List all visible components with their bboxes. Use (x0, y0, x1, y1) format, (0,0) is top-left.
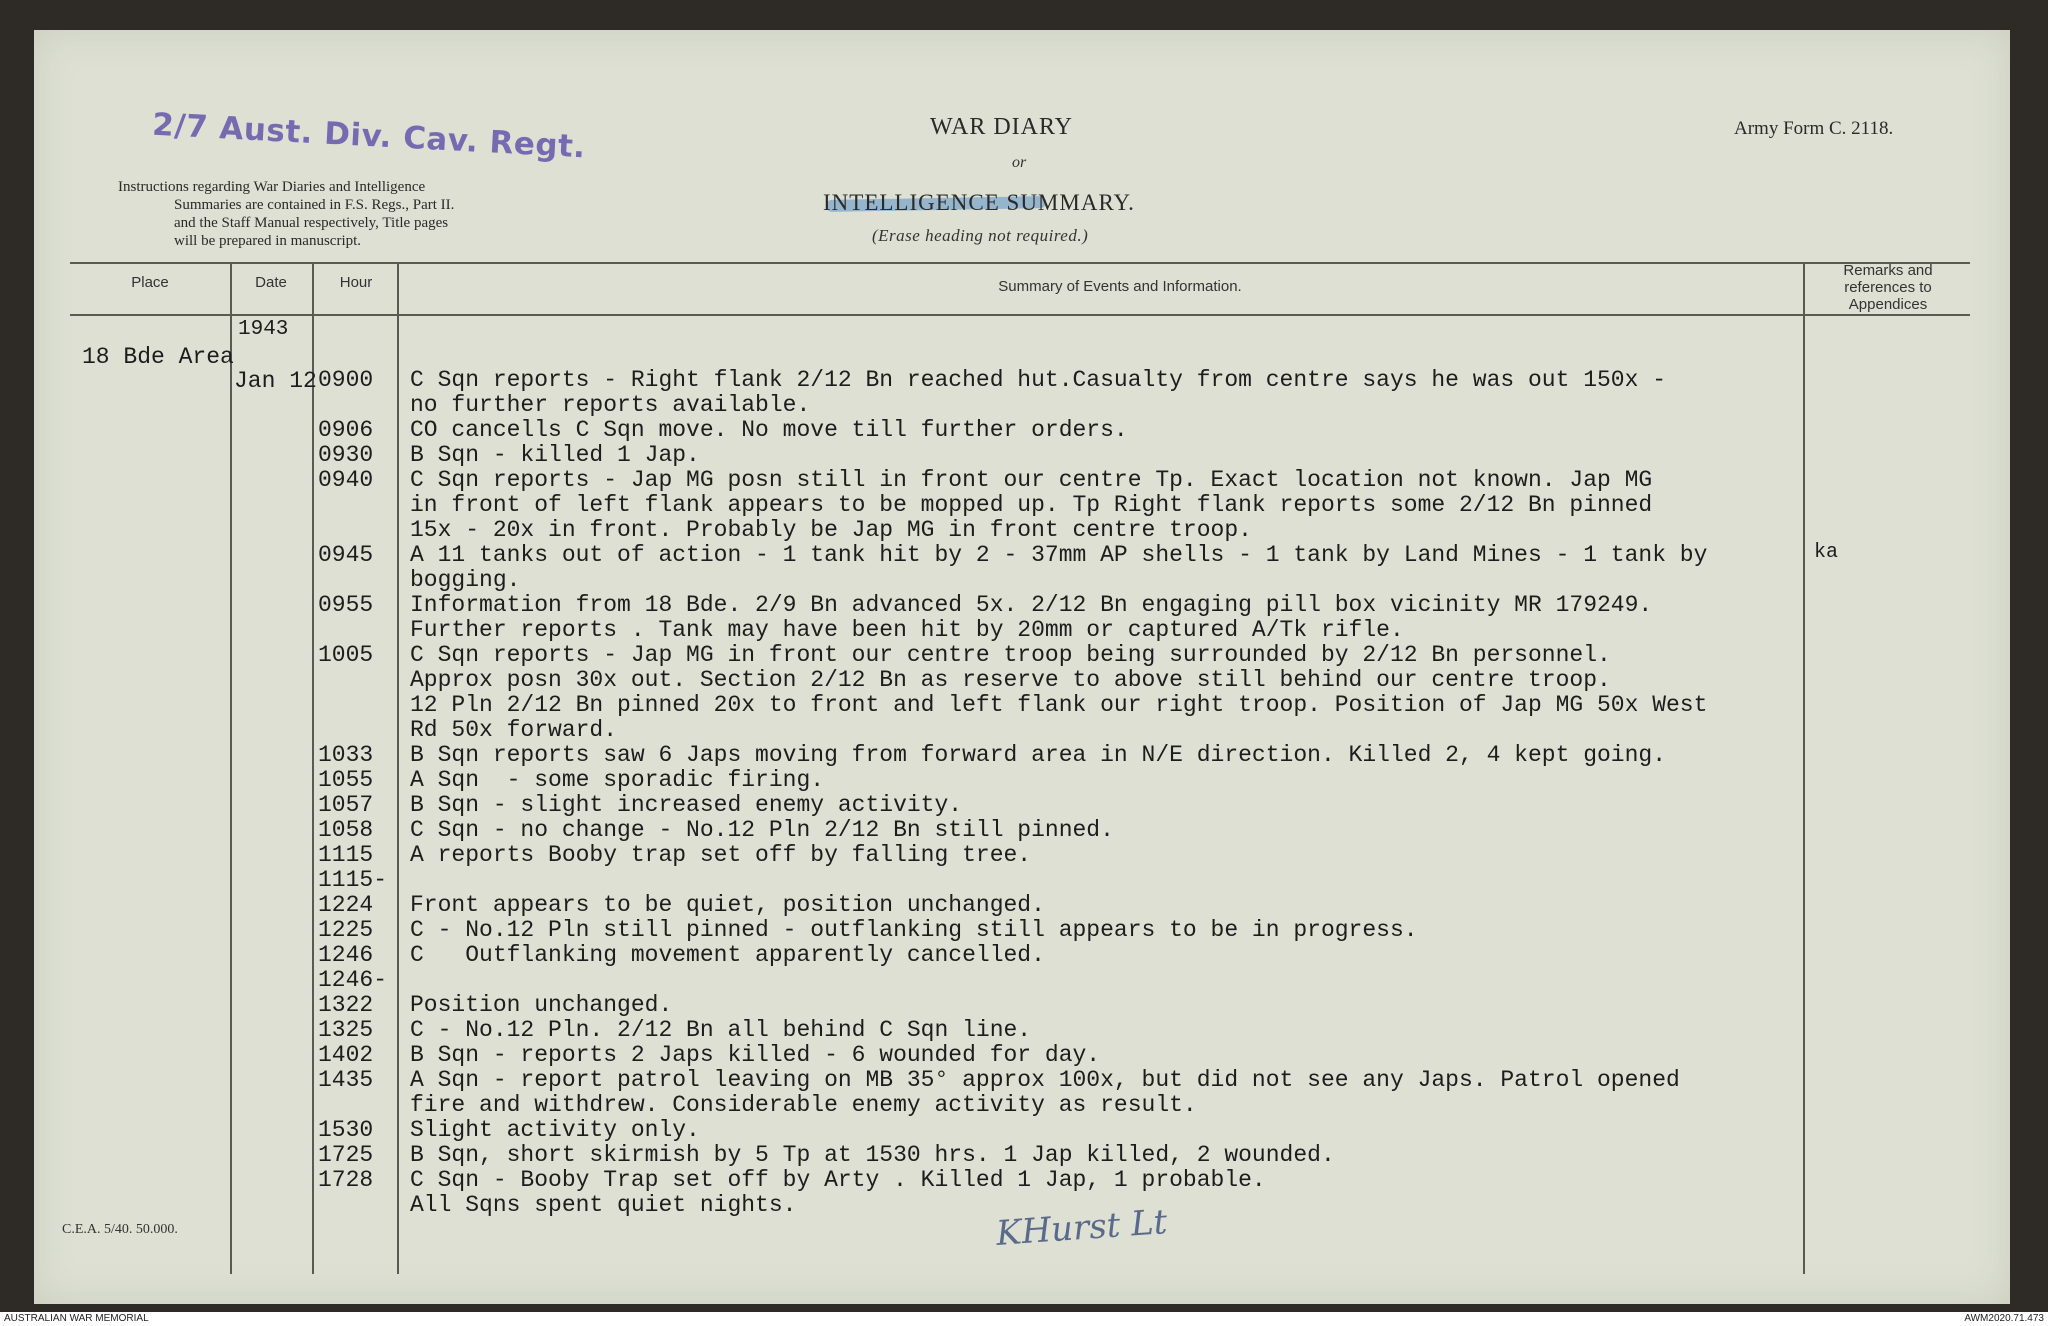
entry-hour: 1246- 1322 (318, 967, 388, 1018)
entry-hour: 1033 (318, 742, 374, 768)
instructions-block (118, 178, 578, 250)
table-header-rule (70, 314, 1970, 316)
remarks-mark: ka (1814, 541, 1839, 564)
entry-text: C Sqn reports - Right flank 2/12 Bn reached hut.Casualty from centre says he was out 150x - no further reports available. (410, 367, 1667, 418)
table-top-rule (70, 262, 1970, 264)
date-cell: Jan 12 (234, 368, 317, 394)
entry-hour: 0955 (318, 592, 374, 618)
instructions-line: Summaries are contained in F.S. Regs., Part II. (174, 197, 455, 213)
instructions-line: Instructions regarding War Diaries and Intelligence (118, 179, 426, 195)
entry-text: A reports Booby trap set off by falling tree. (410, 842, 1032, 868)
erase-note: (Erase heading not required.) (872, 226, 1089, 245)
entry-text: A 11 tanks out of action - 1 tank hit by 2 - 37mm AP shells - 1 tank by Land Mines - 1 tank by bogging. (410, 542, 1708, 593)
entry-text: C - No.12 Pln. 2/12 Bn all behind C Sqn line. (410, 1017, 1032, 1043)
form-title: WAR DIARY (930, 114, 1074, 140)
entry-text: Slight activity only. (410, 1117, 700, 1143)
entry-hour: 1225 (318, 917, 374, 943)
date-column-rule (312, 262, 314, 1274)
entry-hour: 1530 (318, 1117, 374, 1143)
entry-hour: 0945 (318, 542, 374, 568)
hour-column-rule (397, 262, 399, 1274)
entry-hour: 1246 (318, 942, 374, 968)
remarks-column-header: Remarks and references to Appendices (1843, 262, 1933, 313)
entry-text: A Sqn - report patrol leaving on MB 35° approx 100x, but did not see any Japs. Patrol opened fire and withdrew. Considerable enemy activity as result. (410, 1067, 1680, 1118)
entry-text: C - No.12 Pln still pinned - outflanking still appears to be in progress. (410, 917, 1418, 943)
instructions-line: and the Staff Manual respectively, Title pages (174, 215, 449, 231)
entry-hour: 0906 (318, 417, 374, 443)
summary-column-header: Summary of Events and Information. (998, 278, 1242, 295)
entry-text: C Sqn - no change - No.12 Pln 2/12 Bn still pinned. (410, 817, 1114, 843)
entry-text: Front appears to be quiet, position unchanged. (410, 892, 1045, 918)
entry-text: B Sqn reports saw 6 Japs moving from forward area in N/E direction. Killed 2, 4 kept going. (410, 742, 1667, 768)
footer-left: AUSTRALIAN WAR MEMORIAL (4, 1313, 149, 1324)
place-cell: 18 Bde Area (82, 344, 234, 370)
entry-text: C Sqn reports - Jap MG in front our centre troop being surrounded by 2/12 Bn personnel. Approx posn 30x out. Section 2/12 Bn as reserve to above still behind our centre troop. 12 Pln 2/12 Bn pinned 20x to front and left flank our right troop. Position of Jap MG 50x West Rd 50x forward. (410, 642, 1708, 743)
instructions-line: will be prepared in manuscript. (174, 233, 362, 249)
place-column-rule (230, 262, 232, 1274)
entry-text: C Outflanking movement apparently cancelled. (410, 942, 1045, 968)
entry-hour: 1055 (318, 767, 374, 793)
remarks-column-rule (1803, 262, 1805, 1274)
entry-hour: 1005 (318, 642, 374, 668)
entry-text: Information from 18 Bde. 2/9 Bn advanced 5x. 2/12 Bn engaging pill box vicinity MR 179249. Further reports . Tank may have been hit by 20mm or captured A/Tk rifle. (410, 592, 1653, 643)
entry-hour: 1325 (318, 1017, 374, 1043)
entry-hour: 1058 (318, 817, 374, 843)
entry-hour: 0900 (318, 367, 374, 393)
entry-text: CO cancells C Sqn move. No move till further orders. (410, 417, 1128, 443)
entry-hour: 1728 (318, 1167, 374, 1193)
entry-hour: 0930 (318, 442, 374, 468)
hour-column-header: Hour (339, 274, 373, 291)
intelligence-summary-heading: INTELLIGENCE SUMMARY. (823, 190, 1135, 215)
signature: KHurst Lt (994, 1202, 1169, 1254)
entry-hour: 1435 (318, 1067, 374, 1093)
entry-hour: 1402 (318, 1042, 374, 1068)
entry-text: A Sqn - some sporadic firing. (410, 767, 825, 793)
entry-text: Position unchanged. (410, 992, 673, 1018)
form-or: or (1012, 154, 1027, 171)
entry-text: C Sqn - Booby Trap set off by Arty . Killed 1 Jap, 1 probable. All Sqns spent quiet nights. (410, 1167, 1266, 1218)
entry-text: B Sqn - killed 1 Jap. (410, 442, 700, 468)
footer-right: AWM2020.71.473 (1964, 1313, 2044, 1324)
unit-stamp: 2/7 Aust. Div. Cav. Regt. (151, 106, 587, 166)
year: 1943 (238, 318, 289, 341)
date-column-header: Date (255, 274, 287, 291)
place-column-header: Place (131, 274, 169, 291)
entry-hour: 1115 (318, 842, 374, 868)
entry-hour: 1725 (318, 1142, 374, 1168)
entry-text: B Sqn, short skirmish by 5 Tp at 1530 hrs. 1 Jap killed, 2 wounded. (410, 1142, 1335, 1168)
army-form-number: Army Form C. 2118. (1734, 118, 1894, 139)
archive-footer (0, 1312, 2048, 1326)
form-code: C.E.A. 5/40. 50.000. (62, 1222, 178, 1237)
entry-text: C Sqn reports - Jap MG posn still in front our centre Tp. Exact location not known. Jap MG in front of left flank appears to be mopped up. Tp Right flank reports some 2/12 Bn pinned 15x - 20x in front. Probably be Jap MG in front centre troop. (410, 467, 1653, 543)
entry-hour: 0940 (318, 467, 374, 493)
entry-text: B Sqn - reports 2 Japs killed - 6 wounded for day. (410, 1042, 1101, 1068)
entry-hour: 1115- 1224 (318, 867, 388, 918)
entry-text: B Sqn - slight increased enemy activity. (410, 792, 963, 818)
entry-hour: 1057 (318, 792, 374, 818)
